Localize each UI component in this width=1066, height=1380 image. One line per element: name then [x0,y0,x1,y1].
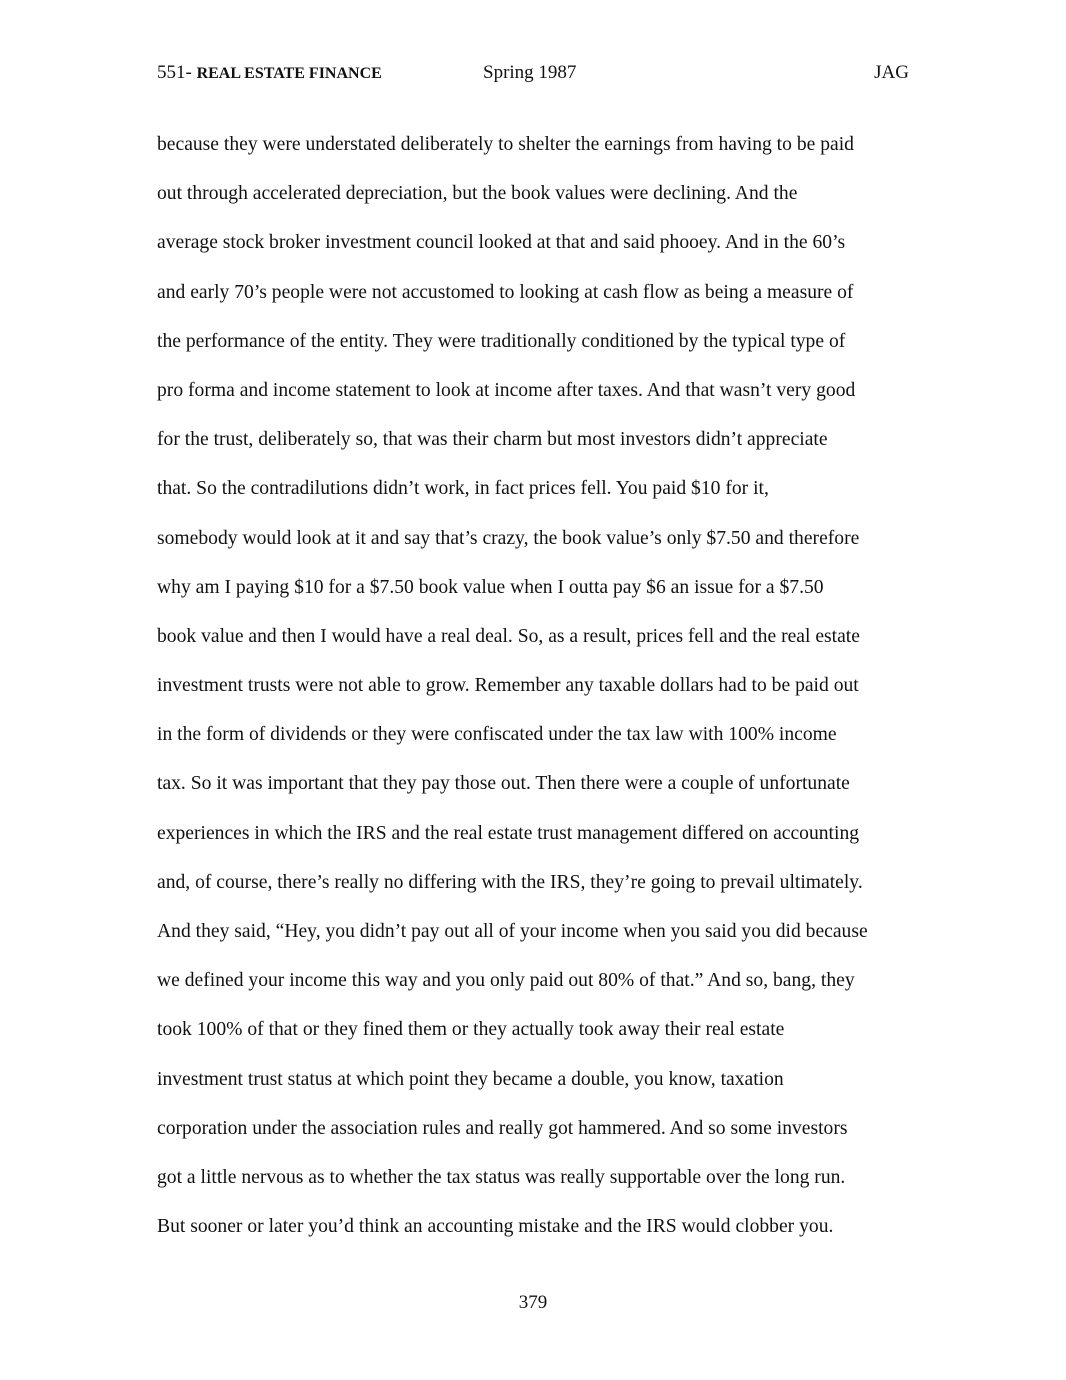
text-line: and early 70’s people were not accustomed to looking at cash flow as being a measure of [157,281,854,303]
body-text [157,120,917,1251]
text-line: But sooner or later you’d think an accounting mistake and the IRS would clobber you. [157,1216,834,1238]
course-number: 551- [157,62,192,83]
page-header [157,62,909,90]
header-term: Spring 1987 [483,62,577,83]
text-line: pro forma and income statement to look at income after taxes. And that wasn’t very good [157,379,856,401]
text-line: got a little nervous as to whether the tax status was really supportable over the long run. [157,1166,846,1188]
text-line: the performance of the entity. They were traditionally conditioned by the typical type of [157,330,846,352]
text-line: investment trust status at which point they became a double, you know, taxation [157,1068,784,1090]
text-line: in the form of dividends or they were confiscated under the tax law with 100% income [157,724,837,746]
course-name: REAL ESTATE FINANCE [196,65,382,82]
text-line: that. So the contradilutions didn’t work, in fact prices fell. You paid $10 for it, [157,478,769,500]
text-line: investment trusts were not able to grow. Remember any taxable dollars had to be paid out [157,675,859,697]
text-line: we defined your income this way and you only paid out 80% of that.” And so, bang, they [157,970,855,992]
text-line: why am I paying $10 for a $7.50 book value when I outta pay $6 an issue for a $7.50 [157,576,824,598]
text-line: experiences in which the IRS and the real estate trust management differed on accounting [157,822,860,844]
text-line: And they said, “Hey, you didn’t pay out all of your income when you said you did because [157,921,868,942]
text-line: tax. So it was important that they pay those out. Then there were a couple of unfortunate [157,773,850,795]
page-number: 379 [518,1292,548,1313]
text-line: out through accelerated depreciation, but the book values were declining. And the [157,183,798,205]
text-line: because they were understated deliberately to shelter the earnings from having to be paid [157,134,854,155]
text-line: average stock broker investment council looked at that and said phooey. And in the 60’s [157,232,846,254]
text-line: for the trust, deliberately so, that was their charm but most investors didn’t appreciate [157,429,828,451]
header-initials: JAG [874,62,909,83]
text-line: book value and then I would have a real deal. So, as a result, prices fell and the real estate [157,625,860,647]
text-line: somebody would look at it and say that’s crazy, the book value’s only $7.50 and therefore [157,527,860,549]
text-line: and, of course, there’s really no differing with the IRS, they’re going to prevail ultimately. [157,871,863,893]
text-line: took 100% of that or they fined them or they actually took away their real estate [157,1019,785,1041]
header-course [157,62,382,84]
text-line: corporation under the association rules and really got hammered. And so some investors [157,1117,848,1139]
